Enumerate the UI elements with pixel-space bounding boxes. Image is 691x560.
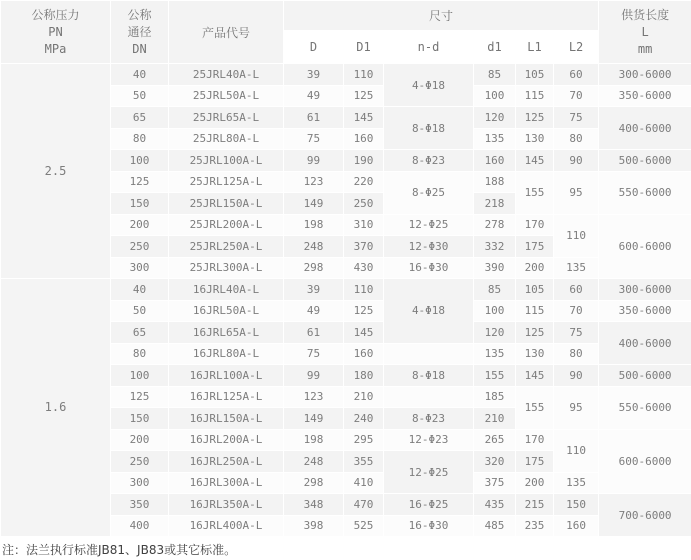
cell-dn: 300	[111, 472, 169, 494]
cell-L2: 95	[554, 386, 599, 429]
cell-nd: 4-Φ18	[384, 279, 474, 344]
table-header	[1, 1, 691, 64]
cell-L1: 155	[516, 386, 554, 429]
cell-code: 25JRL250A-L	[169, 236, 284, 258]
cell-nd: 16-Φ25	[384, 494, 474, 516]
cell-L: 700-6000	[599, 494, 691, 537]
cell-D: 75	[284, 128, 344, 150]
cell-d1: 120	[474, 107, 516, 129]
cell-L1: 105	[516, 279, 554, 301]
cell-code: 16JRL100A-L	[169, 365, 284, 387]
cell-dn: 100	[111, 150, 169, 172]
header-nominal-pressure-line1: 公称压力	[31, 7, 80, 22]
cell-dn: 250	[111, 236, 169, 258]
cell-d1: 120	[474, 322, 516, 344]
cell-code: 25JRL65A-L	[169, 107, 284, 129]
header-col-nd: n-d	[384, 31, 474, 64]
cell-code: 16JRL125A-L	[169, 386, 284, 408]
cell-D1: 190	[344, 150, 384, 172]
cell-code: 16JRL400A-L	[169, 515, 284, 537]
cell-D: 75	[284, 343, 344, 365]
cell-D1: 125	[344, 300, 384, 322]
table-body	[1, 64, 691, 537]
cell-code: 16JRL250A-L	[169, 451, 284, 473]
cell-D1: 110	[344, 279, 384, 301]
cell-code: 16JRL300A-L	[169, 472, 284, 494]
header-supply-length-line1: 供货长度	[621, 7, 670, 22]
cell-code: 16JRL350A-L	[169, 494, 284, 516]
cell-nd: 8-Φ18	[384, 107, 474, 150]
cell-code: 25JRL40A-L	[169, 64, 284, 86]
cell-dn: 400	[111, 515, 169, 537]
cell-L1: 175	[516, 236, 554, 258]
cell-code: 16JRL200A-L	[169, 429, 284, 451]
cell-D1: 430	[344, 257, 384, 279]
cell-D: 198	[284, 214, 344, 236]
cell-dn: 125	[111, 171, 169, 193]
cell-code: 16JRL65A-L	[169, 322, 284, 344]
cell-dn: 80	[111, 128, 169, 150]
cell-dn: 80	[111, 343, 169, 365]
cell-dn: 50	[111, 300, 169, 322]
cell-pn: 2.5	[1, 64, 111, 279]
cell-L2: 160	[554, 515, 599, 537]
cell-D1: 145	[344, 322, 384, 344]
cell-d1: 278	[474, 214, 516, 236]
cell-dn: 65	[111, 322, 169, 344]
cell-code: 16JRL40A-L	[169, 279, 284, 301]
cell-L1: 215	[516, 494, 554, 516]
cell-L1: 200	[516, 257, 554, 279]
header-nominal-diameter-line3: DN	[132, 41, 147, 56]
cell-L1: 155	[516, 171, 554, 214]
cell-d1: 218	[474, 193, 516, 215]
header-col-L1: L1	[516, 31, 554, 64]
cell-D: 198	[284, 429, 344, 451]
header-col-D1: D1	[344, 31, 384, 64]
cell-L: 500-6000	[599, 365, 691, 387]
cell-L1: 235	[516, 515, 554, 537]
cell-D: 39	[284, 279, 344, 301]
cell-L1: 170	[516, 429, 554, 451]
cell-dn: 200	[111, 214, 169, 236]
cell-L2: 90	[554, 365, 599, 387]
cell-L: 550-6000	[599, 386, 691, 429]
cell-nd: 12-Φ25	[384, 451, 474, 494]
cell-nd: 8-Φ18	[384, 365, 474, 387]
header-nominal-pressure-line2: PN	[48, 24, 63, 39]
cell-d1: 485	[474, 515, 516, 537]
cell-d1: 100	[474, 85, 516, 107]
cell-L: 500-6000	[599, 150, 691, 172]
cell-D1: 125	[344, 85, 384, 107]
cell-D: 49	[284, 85, 344, 107]
cell-D1: 220	[344, 171, 384, 193]
cell-D: 99	[284, 365, 344, 387]
cell-L1: 200	[516, 472, 554, 494]
cell-nd: 12-Φ30	[384, 236, 474, 258]
cell-D: 149	[284, 193, 344, 215]
cell-D1: 470	[344, 494, 384, 516]
cell-code: 16JRL50A-L	[169, 300, 284, 322]
table-row	[1, 279, 691, 301]
cell-code: 25JRL50A-L	[169, 85, 284, 107]
cell-d1: 390	[474, 257, 516, 279]
cell-D: 348	[284, 494, 344, 516]
cell-L1: 170	[516, 214, 554, 236]
cell-L: 550-6000	[599, 171, 691, 214]
cell-L1: 125	[516, 322, 554, 344]
cell-D1: 355	[344, 451, 384, 473]
cell-D1: 295	[344, 429, 384, 451]
cell-L2: 110	[554, 214, 599, 257]
cell-d1: 135	[474, 343, 516, 365]
cell-D: 248	[284, 451, 344, 473]
cell-D: 248	[284, 236, 344, 258]
cell-D: 123	[284, 386, 344, 408]
cell-dn: 150	[111, 193, 169, 215]
cell-nd: 4-Φ18	[384, 64, 474, 107]
cell-L2: 75	[554, 322, 599, 344]
cell-L2: 110	[554, 429, 599, 472]
cell-d1: 265	[474, 429, 516, 451]
cell-d1: 135	[474, 128, 516, 150]
cell-L2: 150	[554, 494, 599, 516]
cell-D: 398	[284, 515, 344, 537]
cell-L1: 145	[516, 365, 554, 387]
cell-D: 99	[284, 150, 344, 172]
cell-L1: 105	[516, 64, 554, 86]
cell-code: 25JRL100A-L	[169, 150, 284, 172]
cell-L1: 115	[516, 85, 554, 107]
cell-dn: 300	[111, 257, 169, 279]
cell-d1: 85	[474, 279, 516, 301]
cell-L2: 75	[554, 107, 599, 129]
cell-nd: 16-Φ30	[384, 515, 474, 537]
cell-L1: 125	[516, 107, 554, 129]
cell-D: 298	[284, 472, 344, 494]
cell-L: 600-6000	[599, 214, 691, 279]
cell-L: 400-6000	[599, 107, 691, 150]
cell-pn: 1.6	[1, 279, 111, 537]
cell-L1: 130	[516, 128, 554, 150]
cell-d1: 210	[474, 408, 516, 430]
cell-nd: 8-Φ23	[384, 150, 474, 172]
cell-code: 25JRL150A-L	[169, 193, 284, 215]
cell-D1: 240	[344, 408, 384, 430]
cell-L1: 145	[516, 150, 554, 172]
cell-D: 298	[284, 257, 344, 279]
cell-L2: 80	[554, 343, 599, 365]
header-supply-length-line2: L	[641, 24, 649, 39]
cell-L2: 135	[554, 472, 599, 494]
cell-dn: 40	[111, 279, 169, 301]
cell-dn: 200	[111, 429, 169, 451]
header-row-1	[1, 1, 691, 31]
cell-L2: 60	[554, 64, 599, 86]
header-supply-length	[599, 1, 691, 64]
cell-L1: 130	[516, 343, 554, 365]
header-nominal-pressure-line3: MPa	[44, 41, 67, 56]
cell-D1: 250	[344, 193, 384, 215]
cell-D1: 145	[344, 107, 384, 129]
cell-code: 16JRL80A-L	[169, 343, 284, 365]
cell-L2: 90	[554, 150, 599, 172]
cell-dn: 100	[111, 365, 169, 387]
cell-dn: 150	[111, 408, 169, 430]
cell-nd	[384, 386, 474, 408]
table-row	[1, 64, 691, 86]
cell-code: 25JRL125A-L	[169, 171, 284, 193]
cell-dn: 65	[111, 107, 169, 129]
cell-nd: 12-Φ23	[384, 429, 474, 451]
cell-L2: 135	[554, 257, 599, 279]
header-col-L2: L2	[554, 31, 599, 64]
cell-D: 61	[284, 322, 344, 344]
header-size-group: 尺寸	[284, 1, 599, 31]
cell-dn: 40	[111, 64, 169, 86]
cell-code: 25JRL300A-L	[169, 257, 284, 279]
cell-dn: 350	[111, 494, 169, 516]
cell-d1: 435	[474, 494, 516, 516]
cell-D1: 525	[344, 515, 384, 537]
cell-d1: 185	[474, 386, 516, 408]
header-nominal-diameter-line2: 通径	[127, 24, 152, 39]
cell-nd: 8-Φ25	[384, 171, 474, 214]
header-nominal-diameter-line1: 公称	[127, 7, 152, 22]
cell-L2: 70	[554, 300, 599, 322]
cell-code: 16JRL150A-L	[169, 408, 284, 430]
cell-L: 300-6000	[599, 279, 691, 301]
cell-L2: 95	[554, 171, 599, 214]
cell-D1: 110	[344, 64, 384, 86]
cell-code: 25JRL80A-L	[169, 128, 284, 150]
header-col-D: D	[284, 31, 344, 64]
cell-L2: 70	[554, 85, 599, 107]
cell-nd: 8-Φ23	[384, 408, 474, 430]
cell-d1: 375	[474, 472, 516, 494]
cell-d1: 100	[474, 300, 516, 322]
cell-L: 300-6000	[599, 64, 691, 86]
cell-L2: 60	[554, 279, 599, 301]
header-nominal-diameter	[111, 1, 169, 64]
cell-dn: 250	[111, 451, 169, 473]
cell-D1: 160	[344, 343, 384, 365]
cell-D1: 180	[344, 365, 384, 387]
cell-d1: 320	[474, 451, 516, 473]
cell-d1: 85	[474, 64, 516, 86]
cell-nd	[384, 343, 474, 365]
cell-L1: 115	[516, 300, 554, 322]
cell-L1: 175	[516, 451, 554, 473]
cell-d1: 155	[474, 365, 516, 387]
cell-nd: 12-Φ25	[384, 214, 474, 236]
cell-D1: 210	[344, 386, 384, 408]
cell-L2: 80	[554, 128, 599, 150]
cell-D: 61	[284, 107, 344, 129]
cell-dn: 125	[111, 386, 169, 408]
cell-D1: 160	[344, 128, 384, 150]
cell-L: 400-6000	[599, 322, 691, 365]
cell-D1: 410	[344, 472, 384, 494]
cell-d1: 188	[474, 171, 516, 193]
cell-D: 123	[284, 171, 344, 193]
cell-d1: 332	[474, 236, 516, 258]
cell-L: 350-6000	[599, 300, 691, 322]
cell-D: 149	[284, 408, 344, 430]
header-col-d1: d1	[474, 31, 516, 64]
cell-D: 49	[284, 300, 344, 322]
cell-D1: 310	[344, 214, 384, 236]
cell-L: 600-6000	[599, 429, 691, 494]
cell-nd: 16-Φ30	[384, 257, 474, 279]
cell-dn: 50	[111, 85, 169, 107]
header-product-code: 产品代号	[169, 1, 284, 64]
cell-D: 39	[284, 64, 344, 86]
cell-D1: 370	[344, 236, 384, 258]
header-supply-length-line3: mm	[637, 41, 653, 56]
cell-code: 25JRL200A-L	[169, 214, 284, 236]
cell-L: 350-6000	[599, 85, 691, 107]
footnote: 注：法兰执行标准JB81、JB83或其它标准。	[2, 543, 237, 557]
header-nominal-pressure	[1, 1, 111, 64]
cell-d1: 160	[474, 150, 516, 172]
